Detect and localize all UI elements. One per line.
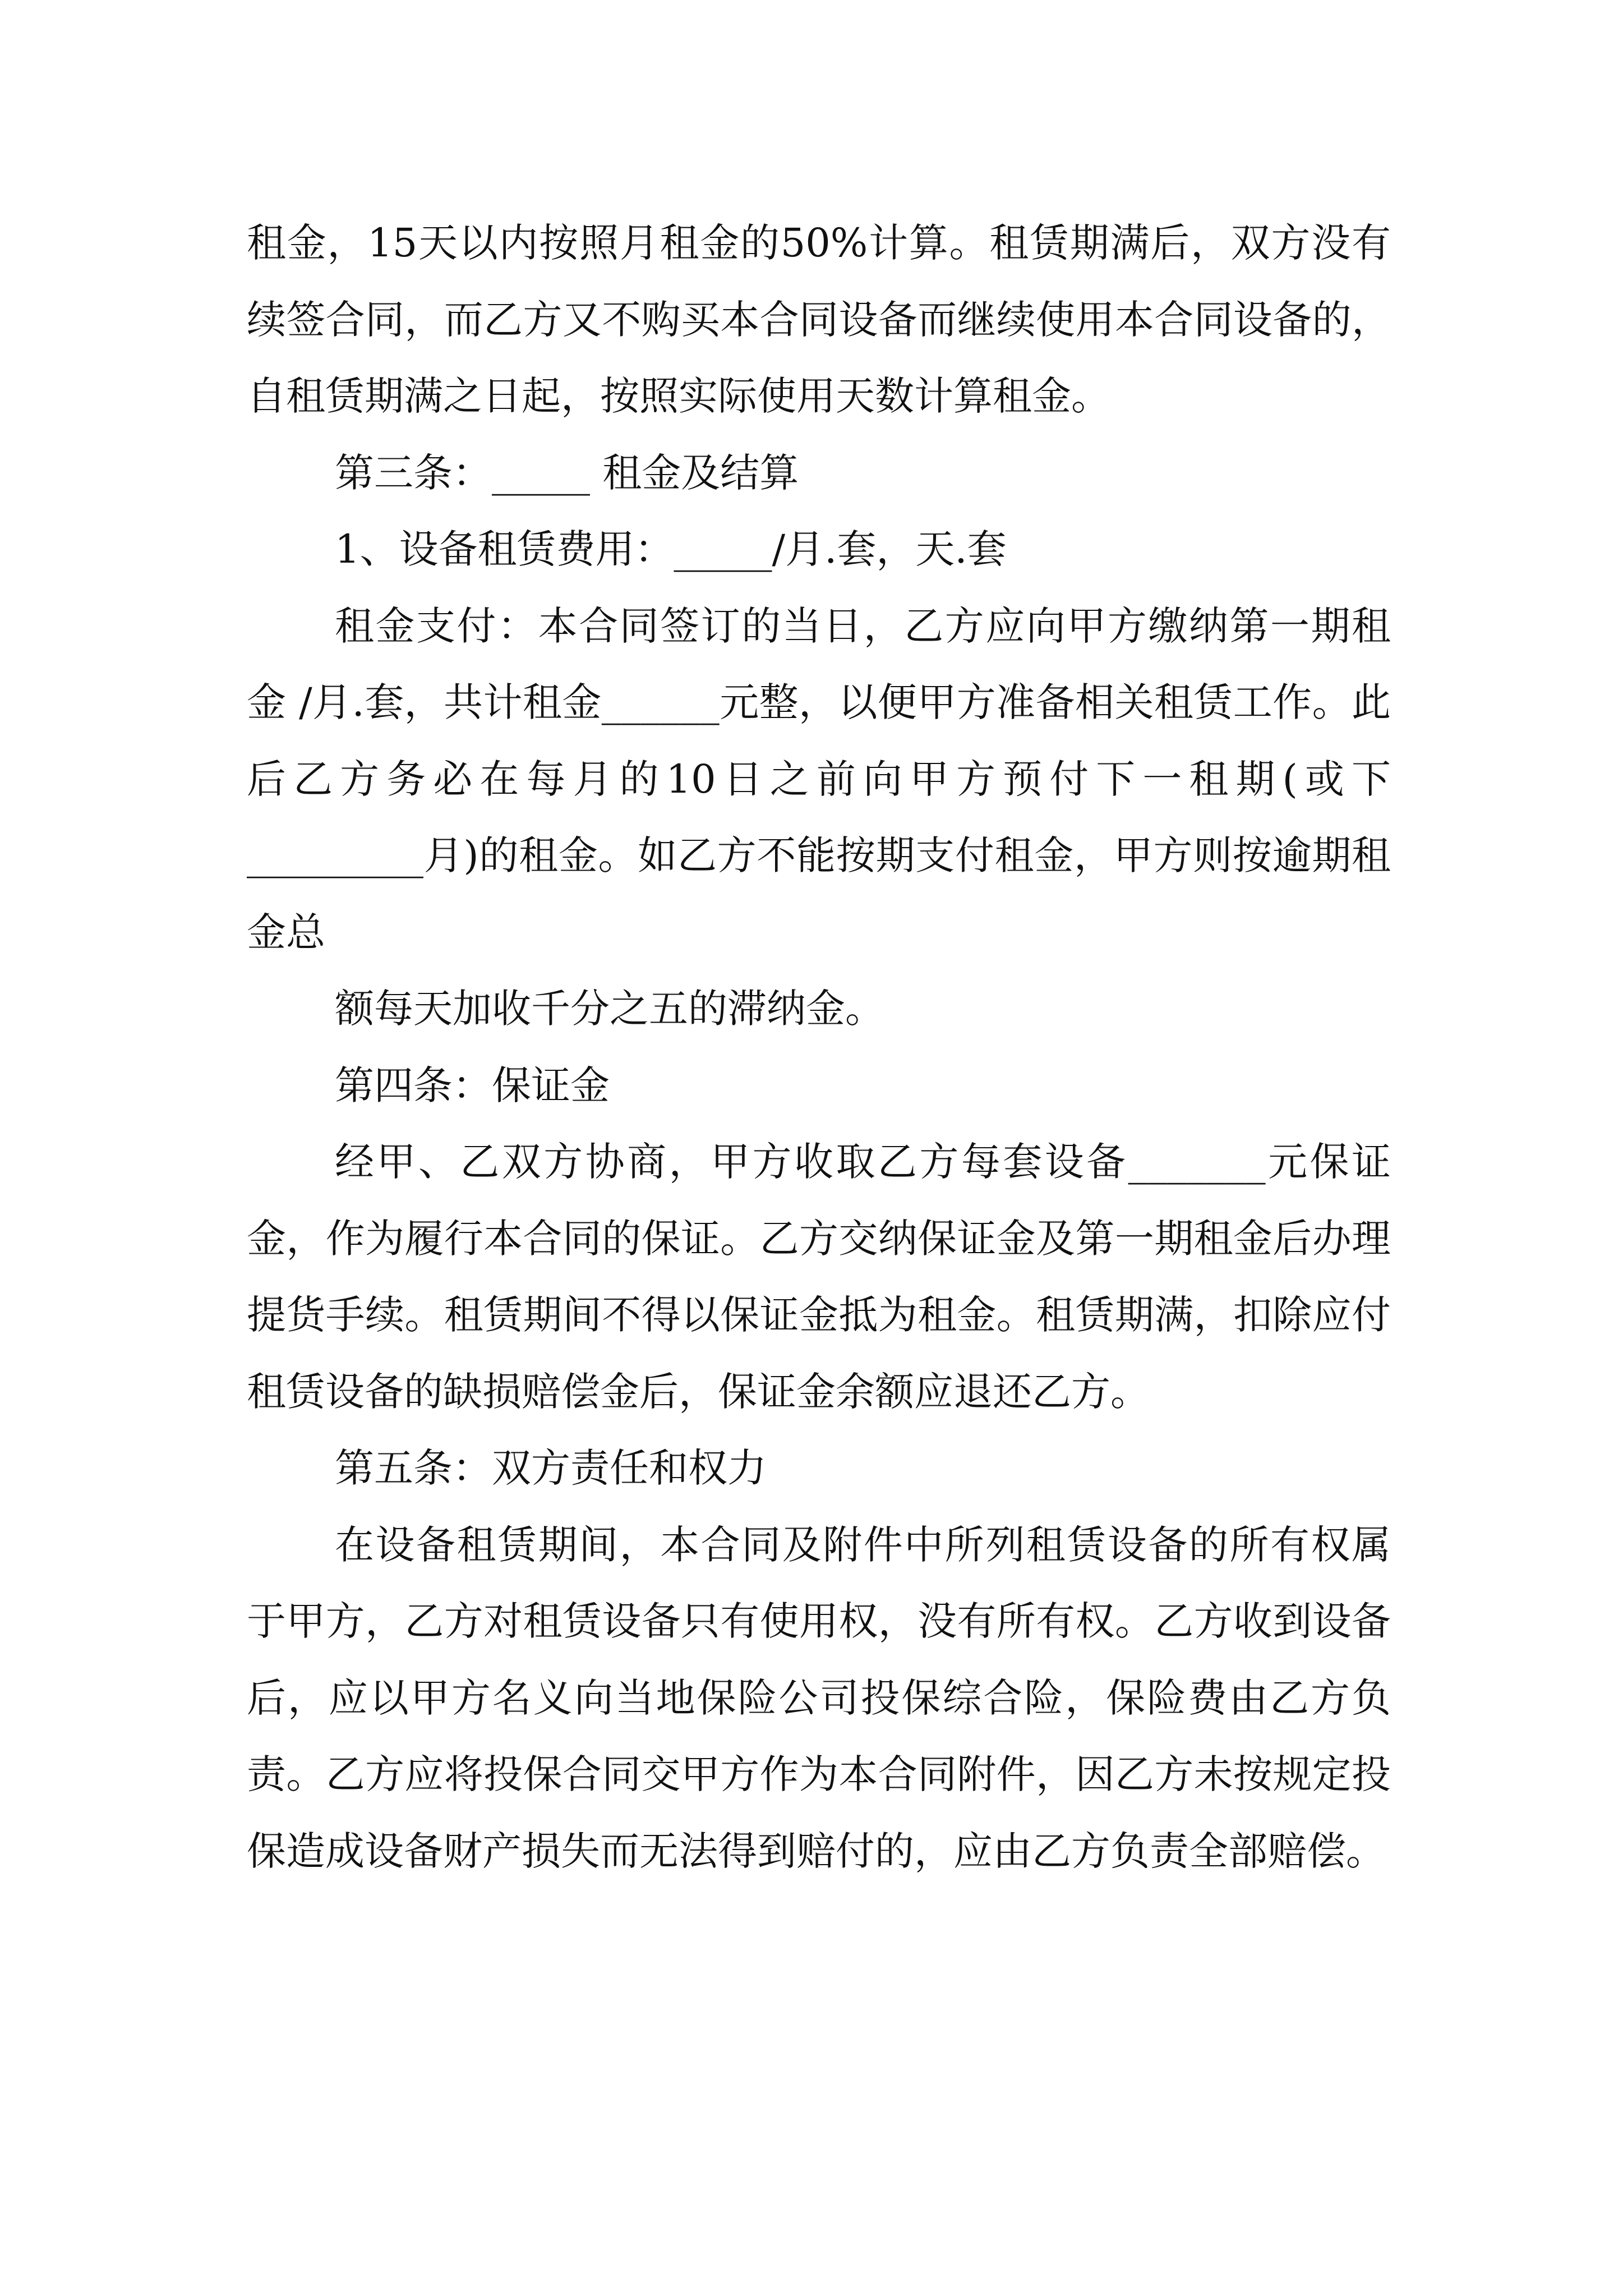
paragraph-rent-payment: 租金支付：本合同签订的当日，乙方应向甲方缴纳第一期租金 /月.套，共计租金______元整，以便甲方准备相关租赁工作。此后乙方务必在每月的10日之前向甲方预付下一租期(或下_________月)的租金。如乙方不能按期支付租金，甲方则按逾期租金总: [247, 602, 1391, 955]
paragraph-rental-fee: 1、设备租赁费用：_____/月.套，天.套: [335, 526, 1007, 572]
paragraph-deposit: 经甲、乙双方协商，甲方收取乙方每套设备_______元保证金，作为履行本合同的保证。乙方交纳保证金及第一期租金后办理提货手续。租赁期间不得以保证金抵为租金。租赁期满，扣除应付租赁设备的缺损赔偿金后，保证金余额应退还乙方。: [247, 1139, 1391, 1415]
heading-article-3: 第三条：_____ 租金及结算: [335, 449, 799, 496]
paragraph-late-fee: 额每天加收千分之五的滞纳金。: [335, 986, 884, 1032]
paragraph-rent-calculation: 租金，15天以内按照月租金的50%计算。租赁期满后，双方没有续签合同，而乙方又不购买本合同设备而继续使用本合同设备的，自租赁期满之日起，按照实际使用天数计算租金。: [247, 220, 1391, 419]
contract-body: [247, 205, 1391, 1889]
heading-article-5: 第五条：双方责任和权力: [335, 1445, 767, 1491]
heading-article-4: 第四条：保证金: [335, 1062, 610, 1108]
paragraph-responsibilities: 在设备租赁期间，本合同及附件中所列租赁设备的所有权属于甲方，乙方对租赁设备只有使用权，没有所有权。乙方收到设备后，应以甲方名义向当地保险公司投保综合险，保险费由乙方负责。乙方应将投保合同交甲方作为本合同附件，因乙方未按规定投保造成设备财产损失而无法得到赔付的，应由乙方负责全部赔偿。: [247, 1521, 1391, 1874]
